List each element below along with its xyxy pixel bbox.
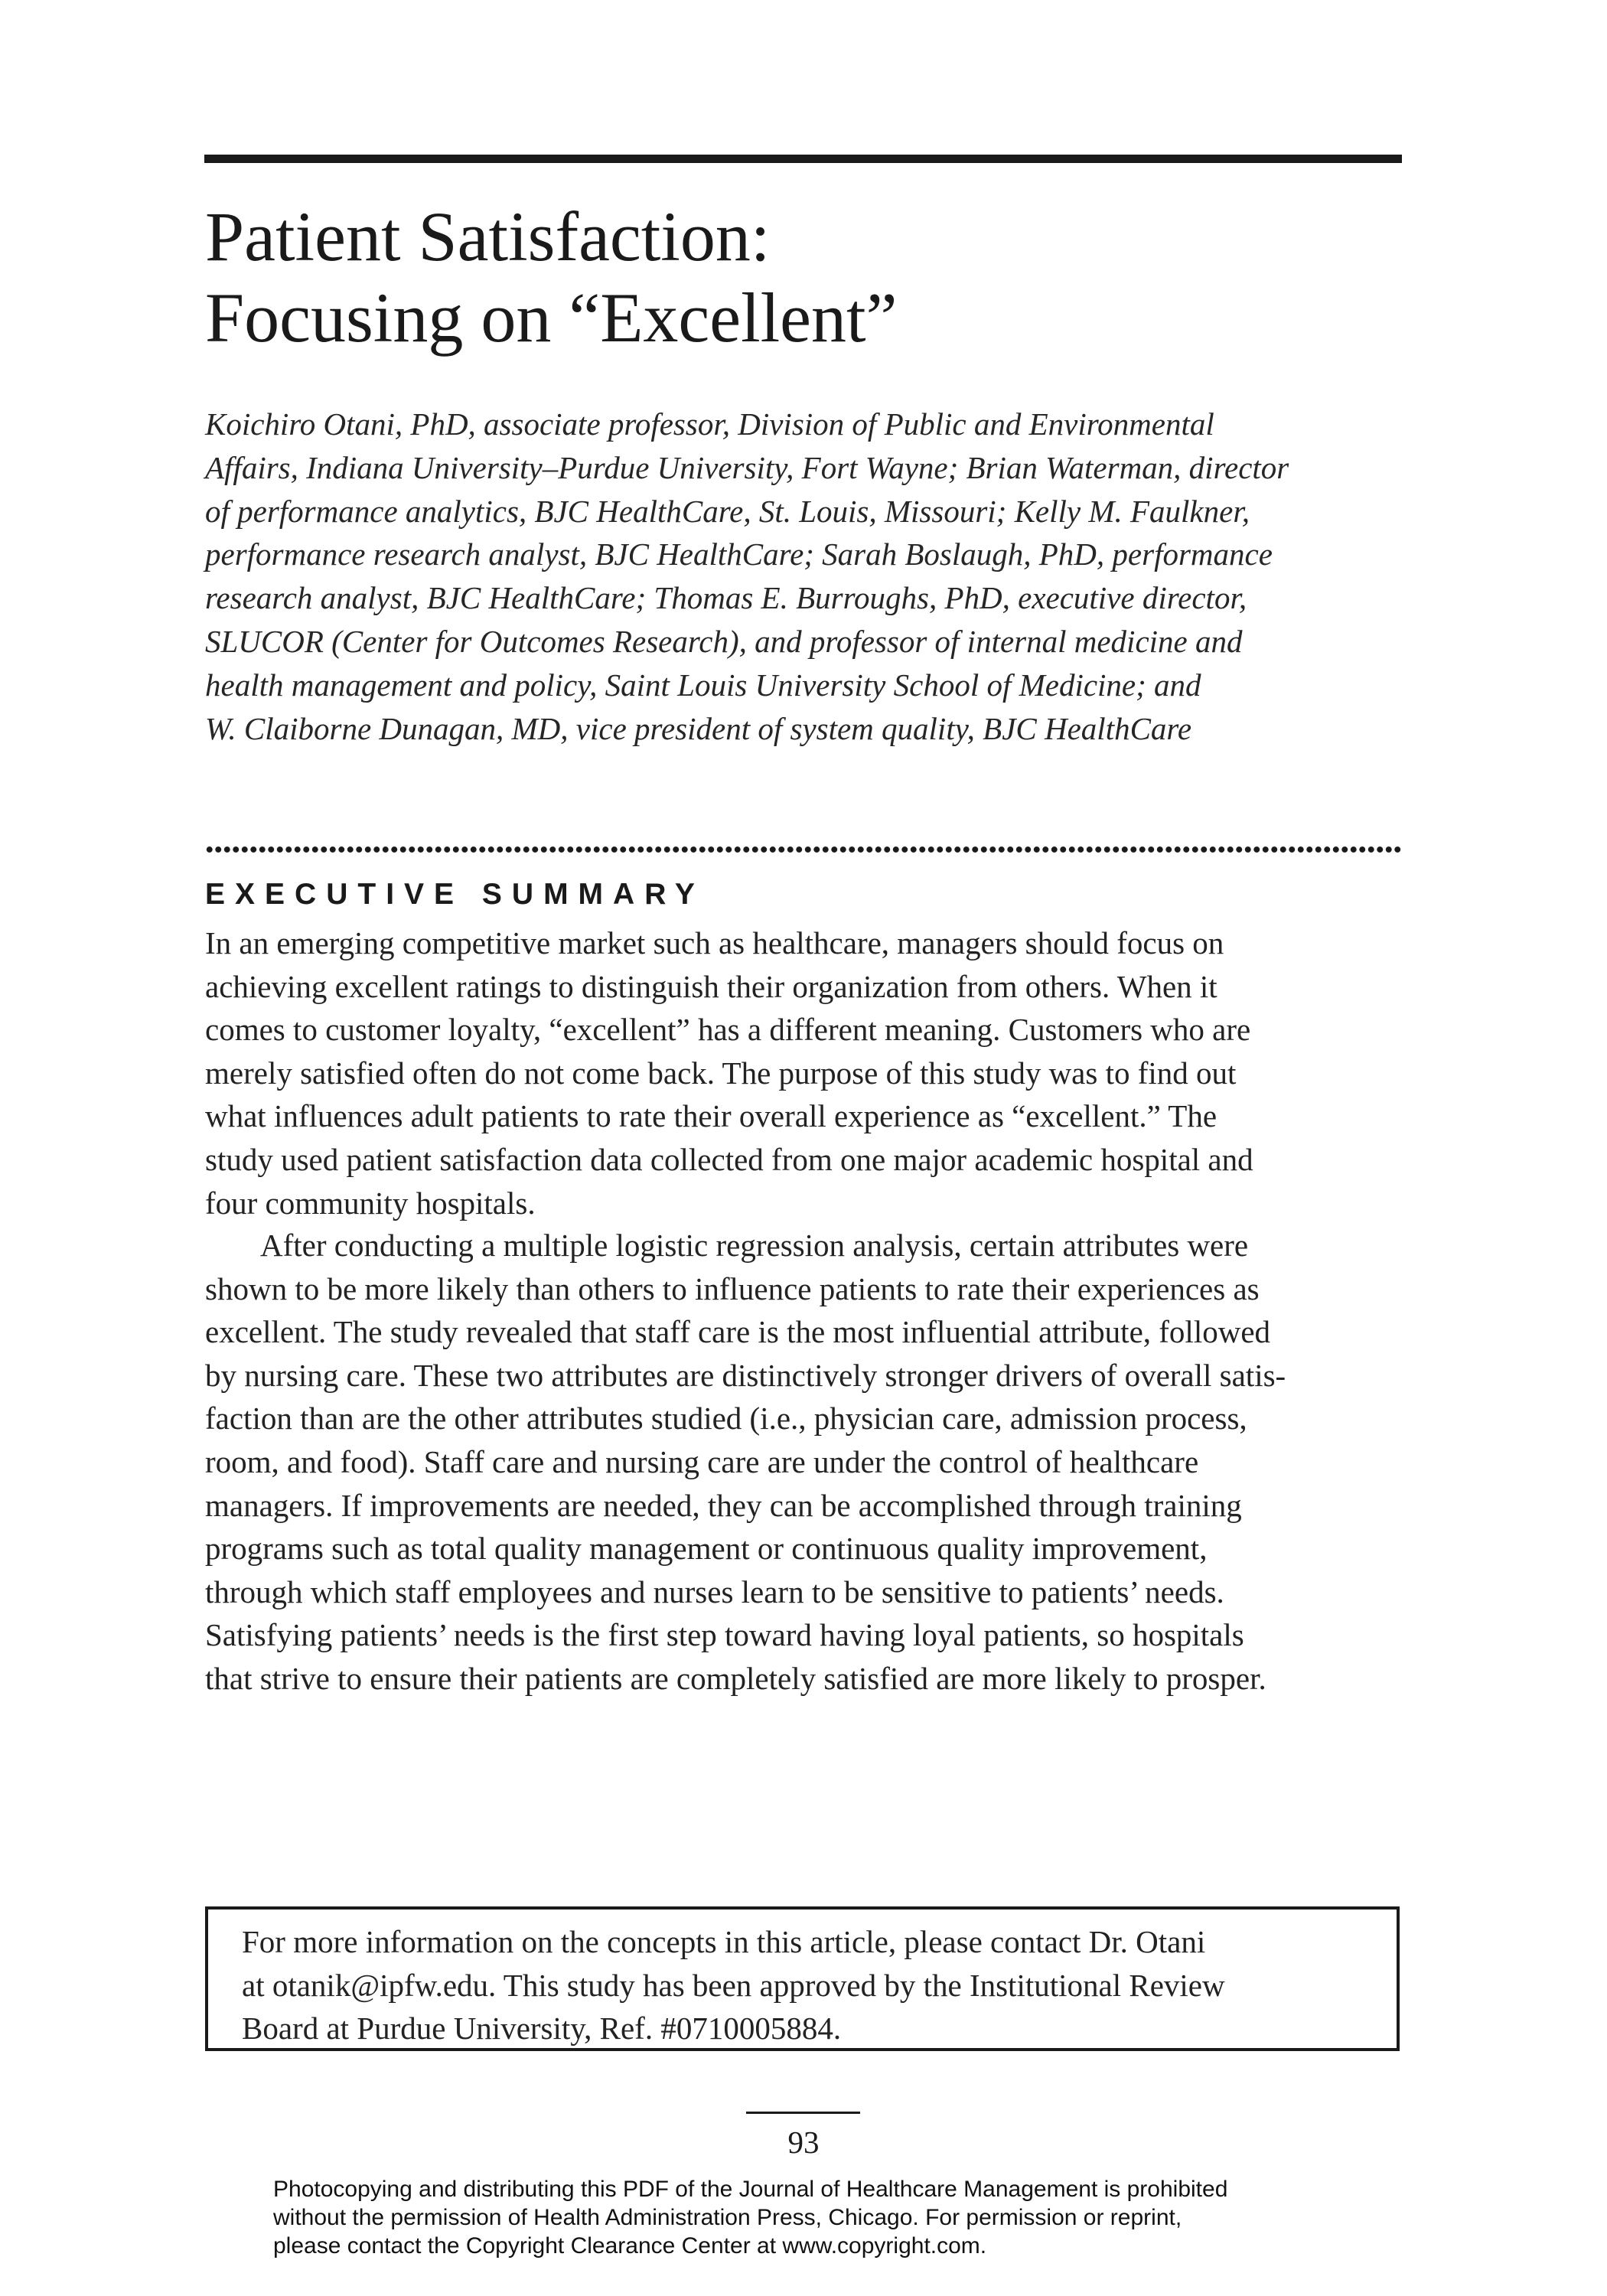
page-number-rule [746, 2112, 860, 2114]
notice-line: Photocopying and distributing this PDF of the Journal of Healthcare Management is prohibited [273, 2177, 1228, 2202]
paragraph-line: what influences adult patients to rate their overall experience as “excellent.” The [205, 1098, 1217, 1134]
contact-line: at otanik@ipfw.edu. This study has been approved by the Institutional Review [242, 1967, 1225, 2003]
contact-info-text [242, 1920, 1225, 2050]
author-line: performance research analyst, BJC HealthCare; Sarah Boslaugh, PhD, performance [205, 536, 1273, 572]
paragraph-line: managers. If improvements are needed, they can be accomplished through training [205, 1487, 1242, 1523]
paragraph-line: achieving excellent ratings to distinguish their organization from others. When it [205, 968, 1217, 1004]
notice-line: without the permission of Health Administration Press, Chicago. For permission or reprint, [273, 2205, 1182, 2230]
author-line: W. Claiborne Dunagan, MD, vice president of system quality, BJC HealthCare [205, 710, 1192, 746]
author-line: health management and policy, Saint Louis University School of Medicine; and [205, 667, 1201, 703]
author-line: Koichiro Otani, PhD, associate professor, Division of Public and Environmental [205, 406, 1214, 442]
title-line: Patient Satisfaction: [205, 197, 771, 276]
paragraph-line: through which staff employees and nurses learn to be sensitive to patients’ needs. [205, 1574, 1224, 1609]
article-title [205, 196, 1399, 358]
contact-line: Board at Purdue University, Ref. #0710005884. [242, 2011, 842, 2047]
author-affiliations [205, 403, 1414, 750]
summary-paragraph-1 [205, 921, 1429, 1225]
paragraph-line: study used patient satisfaction data collected from one major academic hospital and [205, 1141, 1253, 1177]
paragraph-line: programs such as total quality management or continuous quality improvement, [205, 1531, 1208, 1567]
author-line: research analyst, BJC HealthCare; Thomas E. Burroughs, PhD, executive director, [205, 580, 1247, 616]
title-line: Focusing on “Excellent” [205, 279, 898, 357]
copyright-notice [273, 2175, 1421, 2260]
paragraph-line: Satisfying patients’ needs is the first step toward having loyal patients, so hospitals [205, 1617, 1244, 1653]
paragraph-line: room, and food). Staff care and nursing care are under the control of healthcare [205, 1443, 1199, 1479]
page-number: 93 [787, 2125, 820, 2160]
paragraph-line: comes to customer loyalty, “excellent” has a different meaning. Customers who are [205, 1012, 1251, 1048]
summary-paragraph-2 [205, 1224, 1429, 1701]
paragraph-line: by nursing care. These two attributes are distinctively stronger drivers of overall satis- [205, 1357, 1286, 1393]
author-line: of performance analytics, BJC HealthCare, St. Louis, Missouri; Kelly M. Faulkner, [205, 493, 1250, 529]
contact-info-box [205, 1906, 1400, 2051]
paragraph-line: faction than are the other attributes studied (i.e., physician care, admission process, [205, 1401, 1247, 1437]
top-rule [204, 155, 1402, 163]
paragraph-line: excellent. The study revealed that staff care is the most influential attribute, followed [205, 1314, 1271, 1350]
notice-line: please contact the Copyright Clearance Center at www.copyright.com. [273, 2233, 987, 2258]
executive-summary-heading: EXECUTIVE SUMMARY [205, 878, 705, 911]
paragraph-line: After conducting a multiple logistic regression analysis, certain attributes were [260, 1228, 1249, 1263]
author-line: SLUCOR (Center for Outcomes Research), and professor of internal medicine and [205, 623, 1243, 659]
contact-line: For more information on the concepts in this article, please contact Dr. Otani [242, 1924, 1206, 1959]
paragraph-line: merely satisfied often do not come back. The purpose of this study was to find out [205, 1055, 1237, 1091]
author-line: Affairs, Indiana University–Purdue University, Fort Wayne; Brian Waterman, director [205, 449, 1289, 485]
paragraph-line: four community hospitals. [205, 1185, 536, 1221]
paragraph-line: shown to be more likely than others to influence patients to rate their experiences as [205, 1270, 1260, 1306]
dotted-divider [205, 846, 1403, 853]
paragraph-line: In an emerging competitive market such as healthcare, managers should focus on [205, 925, 1224, 960]
paragraph-line: that strive to ensure their patients are completely satisfied are more likely to prosper. [205, 1660, 1266, 1696]
